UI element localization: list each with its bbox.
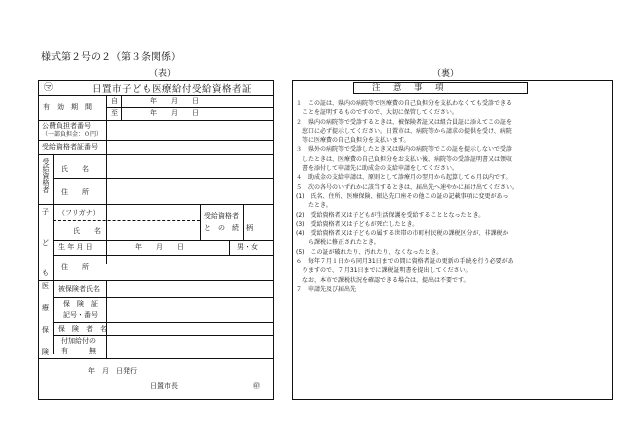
medical-side-label-3: 保 [42,326,49,334]
notes-line: ４ 助成金の支給申請は、原則として診療月の翌月から起算して６月以内です。 [296,174,512,182]
notes-line: ２ 県内の病院等で受診するときは、被保険者証又は組合員証に添えてこの証を [296,118,513,126]
insurer-name-label: 保 険 者 名 [58,325,107,333]
payer-number-label: 公費負担者番号 [42,122,91,130]
additional-benefit-label-1: 付加給付の [61,337,96,345]
child-side-label-2: ど [42,239,49,247]
notes-line: 窓口に必ず提示してください。日置市は、病院等から請求の提供を受け、病院 [296,127,512,135]
medical-side-label-1: 医 [42,282,49,290]
medical-side-label-4: 険 [42,348,49,356]
notes-line: ６ 毎年７月１日から同月31日までの間に資格者証の更新の手続を行う必要があ [296,258,514,266]
recipient-side-label: 受給資格者 [42,158,50,193]
validity-from-date: 年 月 日 [150,97,199,105]
child-address-label: 住 所 [61,263,89,271]
validity-label: 有 効 期 間 [43,103,92,111]
birth-date-label: 生 年 月 日 [58,243,93,251]
notes-line: 等に医療費の自己負担分を支払います。 [296,137,410,145]
certificate-mark-icon: ㋮ [44,83,54,93]
notes-list [296,99,518,294]
notes-line: したときは、医療費の自己負担分をお支払い後、病院等の受診証明書又は領収 [296,155,513,163]
validity-to-date: 年 月 日 [150,109,199,117]
insured-name-label: 被保険者氏名 [58,285,100,293]
notes-line: １ この証は、県内の病院等で医療費の自己負担分を支払わなくても受診できる [296,100,513,107]
notes-line: ７ 申請先及び届出先 [296,285,357,293]
insurance-number-label-2: 記号・番号 [63,311,98,319]
notes-line: ３ 県外の病院等で受診したとき又は県内の病院等でこの証を提示しないで受診 [296,146,513,154]
notes-line: なお、本市で課税状況を確認できる場合は、提出は不要です。 [296,276,470,284]
recipient-number-label: 受給資格者証番号 [42,143,98,151]
notes-line: (3) 受給資格者又は子どもが死亡したとき。 [296,220,419,228]
form-number: 様式第２号の２（第３条関係） [41,52,181,63]
gender-field: 男・女 [237,243,258,251]
back-side-label: （裏） [432,69,460,79]
validity-to-label: 至 [111,109,118,117]
notes-line: (1) 氏名、住所、医療保険、振込先口座その他この証の記載事項に変更があっ [296,192,509,200]
notes-line: たとき。 [296,202,332,210]
child-name-label: 氏 名 [73,227,101,235]
recipient-name-label: 氏 名 [61,165,89,173]
birth-date-format: 年 月 日 [135,243,184,251]
furigana-label: （フリガナ） [58,209,100,217]
recipient-address-label: 住 所 [61,188,89,196]
front-side-label: （表） [149,69,177,79]
medical-side-label-2: 療 [42,304,49,312]
notes-title: 注 意 事 項 [372,83,446,93]
payer-number-note: （一部負担金：０円） [42,131,103,138]
additional-benefit-label-2: 有 無 [61,347,96,355]
child-side-label-1: 子 [42,208,49,216]
certificate-title: 日置市子ども医療給付受給資格者証 [92,84,253,95]
notes-line: (4) 受給資格者又は子どもの属する世帯の市町村民税の課税区分が、非課税か [296,230,509,238]
issuer-name: 日置市長 [150,382,178,390]
seal-icon: ㊞ [253,382,260,390]
issue-date: 年 月 日発行 [88,367,137,375]
notes-line: ことを証明するものですので、大切に保管してください。 [296,109,458,117]
notes-line: (5) この証が破れたり、汚れたり、なくなったとき。 [296,248,443,256]
notes-line: ５ 次の各号のいずれかに該当するときは、届出先へ速やかに届け出てください。 [296,183,519,191]
relation-label-line1: 受給資格者 [204,212,239,220]
validity-from-label: 自 [111,97,118,105]
notes-line: りますので、７月31日までに課税証明書を提出してください。 [296,267,472,275]
notes-line: (2) 受給資格者又は子どもが生活保護を受給することとなったとき。 [296,211,485,219]
insurance-number-label-1: 保 険 証 [63,300,98,308]
relation-label-line2: と の 続 柄 [204,224,253,232]
notes-line: ら課税に修正されたとき。 [296,239,380,247]
child-side-label-3: も [42,269,49,277]
notes-line: 書を添付して申請先に助成金の支給申請をしてください。 [296,165,459,173]
